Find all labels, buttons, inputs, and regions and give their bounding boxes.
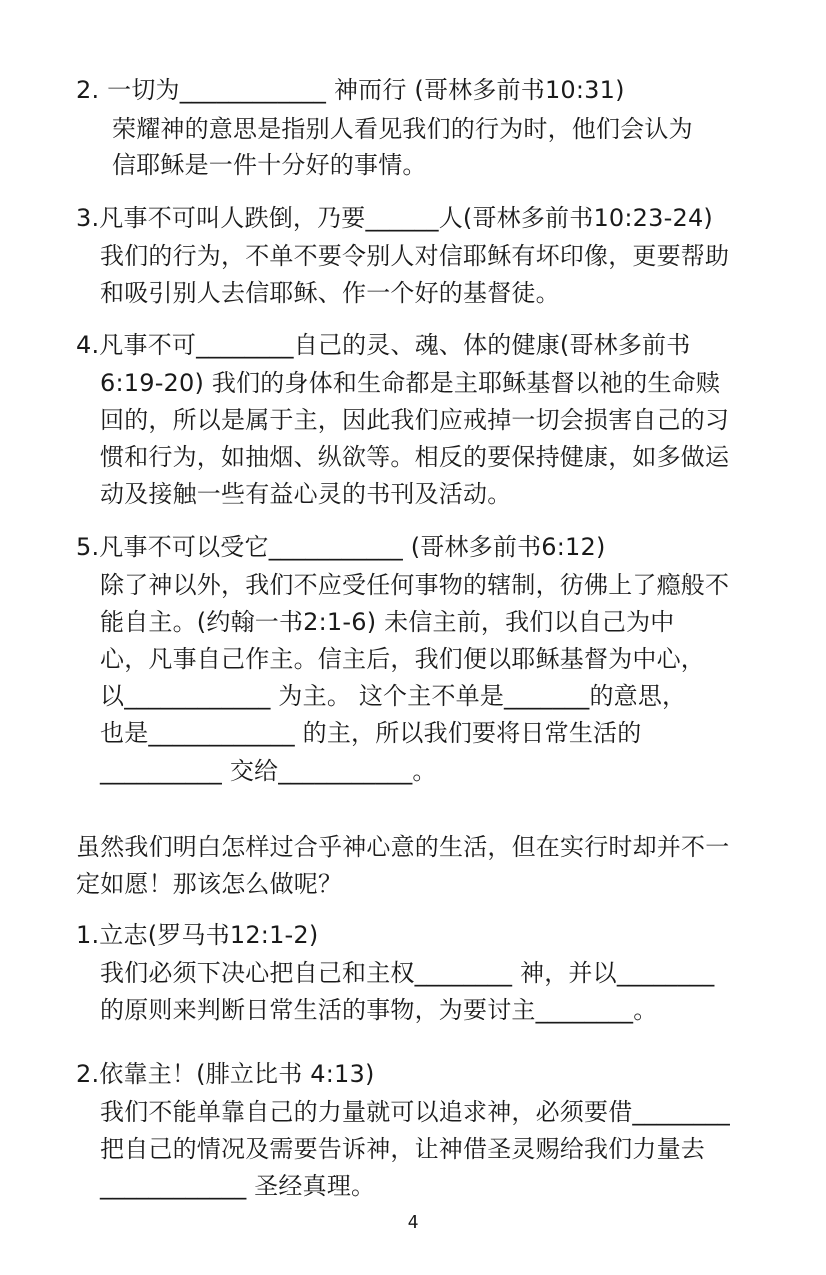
step-2-heading: 2.依靠主！(腓立比书 4:13) bbox=[76, 1060, 375, 1088]
item-5-body-2: 能自主。(约翰一书2:1-6) 未信主前，我们以自己为中 bbox=[100, 608, 675, 636]
item-4-body-2: 回的，所以是属于主，因此我们应戒掉一切会损害自己的习 bbox=[100, 406, 730, 434]
intro-paragraph-1: 虽然我们明白怎样过合乎神心意的生活，但在实行时却并不一 bbox=[76, 833, 730, 861]
item-3-body-2: 和吸引别人去信耶稣、作一个好的基督徒。 bbox=[100, 279, 560, 307]
item-5-heading: 5.凡事不可以受它___________ (哥林多前书6:12) bbox=[76, 533, 606, 561]
item-2-body-1: 荣耀神的意思是指别人看见我们的行为时，他们会认为 bbox=[112, 115, 693, 143]
item-5-body-6: __________ 交给___________。 bbox=[100, 757, 437, 785]
item-2-body-2: 信耶稣是一件十分好的事情。 bbox=[112, 151, 427, 179]
item-2-heading: 2. 一切为____________ 神而行 (哥林多前书10:31) bbox=[76, 76, 625, 104]
item-5-body-3: 心，凡事自己作主。信主后，我们便以耶稣基督为中心， bbox=[100, 645, 705, 673]
item-5-body-4: 以____________ 为主。 这个主不单是_______的意思， bbox=[100, 682, 687, 710]
item-4-body-1: 6:19-20) 我们的身体和生命都是主耶稣基督以祂的生命赎 bbox=[100, 369, 721, 397]
page-number: 4 bbox=[407, 1212, 419, 1233]
step-1-body-1: 我们必须下决心把自己和主权________ 神，并以________ bbox=[100, 959, 715, 987]
item-4-heading: 4.凡事不可________自己的灵、魂、体的健康(哥林多前书 bbox=[76, 331, 691, 359]
item-3-body-1: 我们的行为，不单不要令别人对信耶稣有坏印像，更要帮助 bbox=[100, 242, 730, 270]
step-2-body-2: 把自己的情况及需要告诉神，让神借圣灵赐给我们力量去 bbox=[100, 1135, 705, 1163]
step-2-body-3: ____________ 圣经真理。 bbox=[100, 1172, 376, 1200]
step-1-body-2: 的原则来判断日常生活的事物，为要讨主________。 bbox=[100, 996, 658, 1024]
item-4-body-4: 动及接触一些有益心灵的书刊及活动。 bbox=[100, 480, 512, 508]
item-5-body-5: 也是____________ 的主，所以我们要将日常生活的 bbox=[100, 719, 642, 747]
step-2-body-1: 我们不能单靠自己的力量就可以追求神，必须要借________ bbox=[100, 1098, 730, 1126]
item-4-body-3: 惯和行为，如抽烟、纵欲等。相反的要保持健康，如多做运 bbox=[100, 443, 730, 471]
step-1-heading: 1.立志(罗马书12:1-2) bbox=[76, 921, 319, 949]
item-3-heading: 3.凡事不可叫人跌倒，乃要______人(哥林多前书10:23-24) bbox=[76, 204, 713, 232]
item-5-body-1: 除了神以外，我们不应受任何事物的辖制，彷佛上了瘾般不 bbox=[100, 571, 730, 599]
intro-paragraph-2: 定如愿！那该怎么做呢？ bbox=[76, 870, 343, 898]
